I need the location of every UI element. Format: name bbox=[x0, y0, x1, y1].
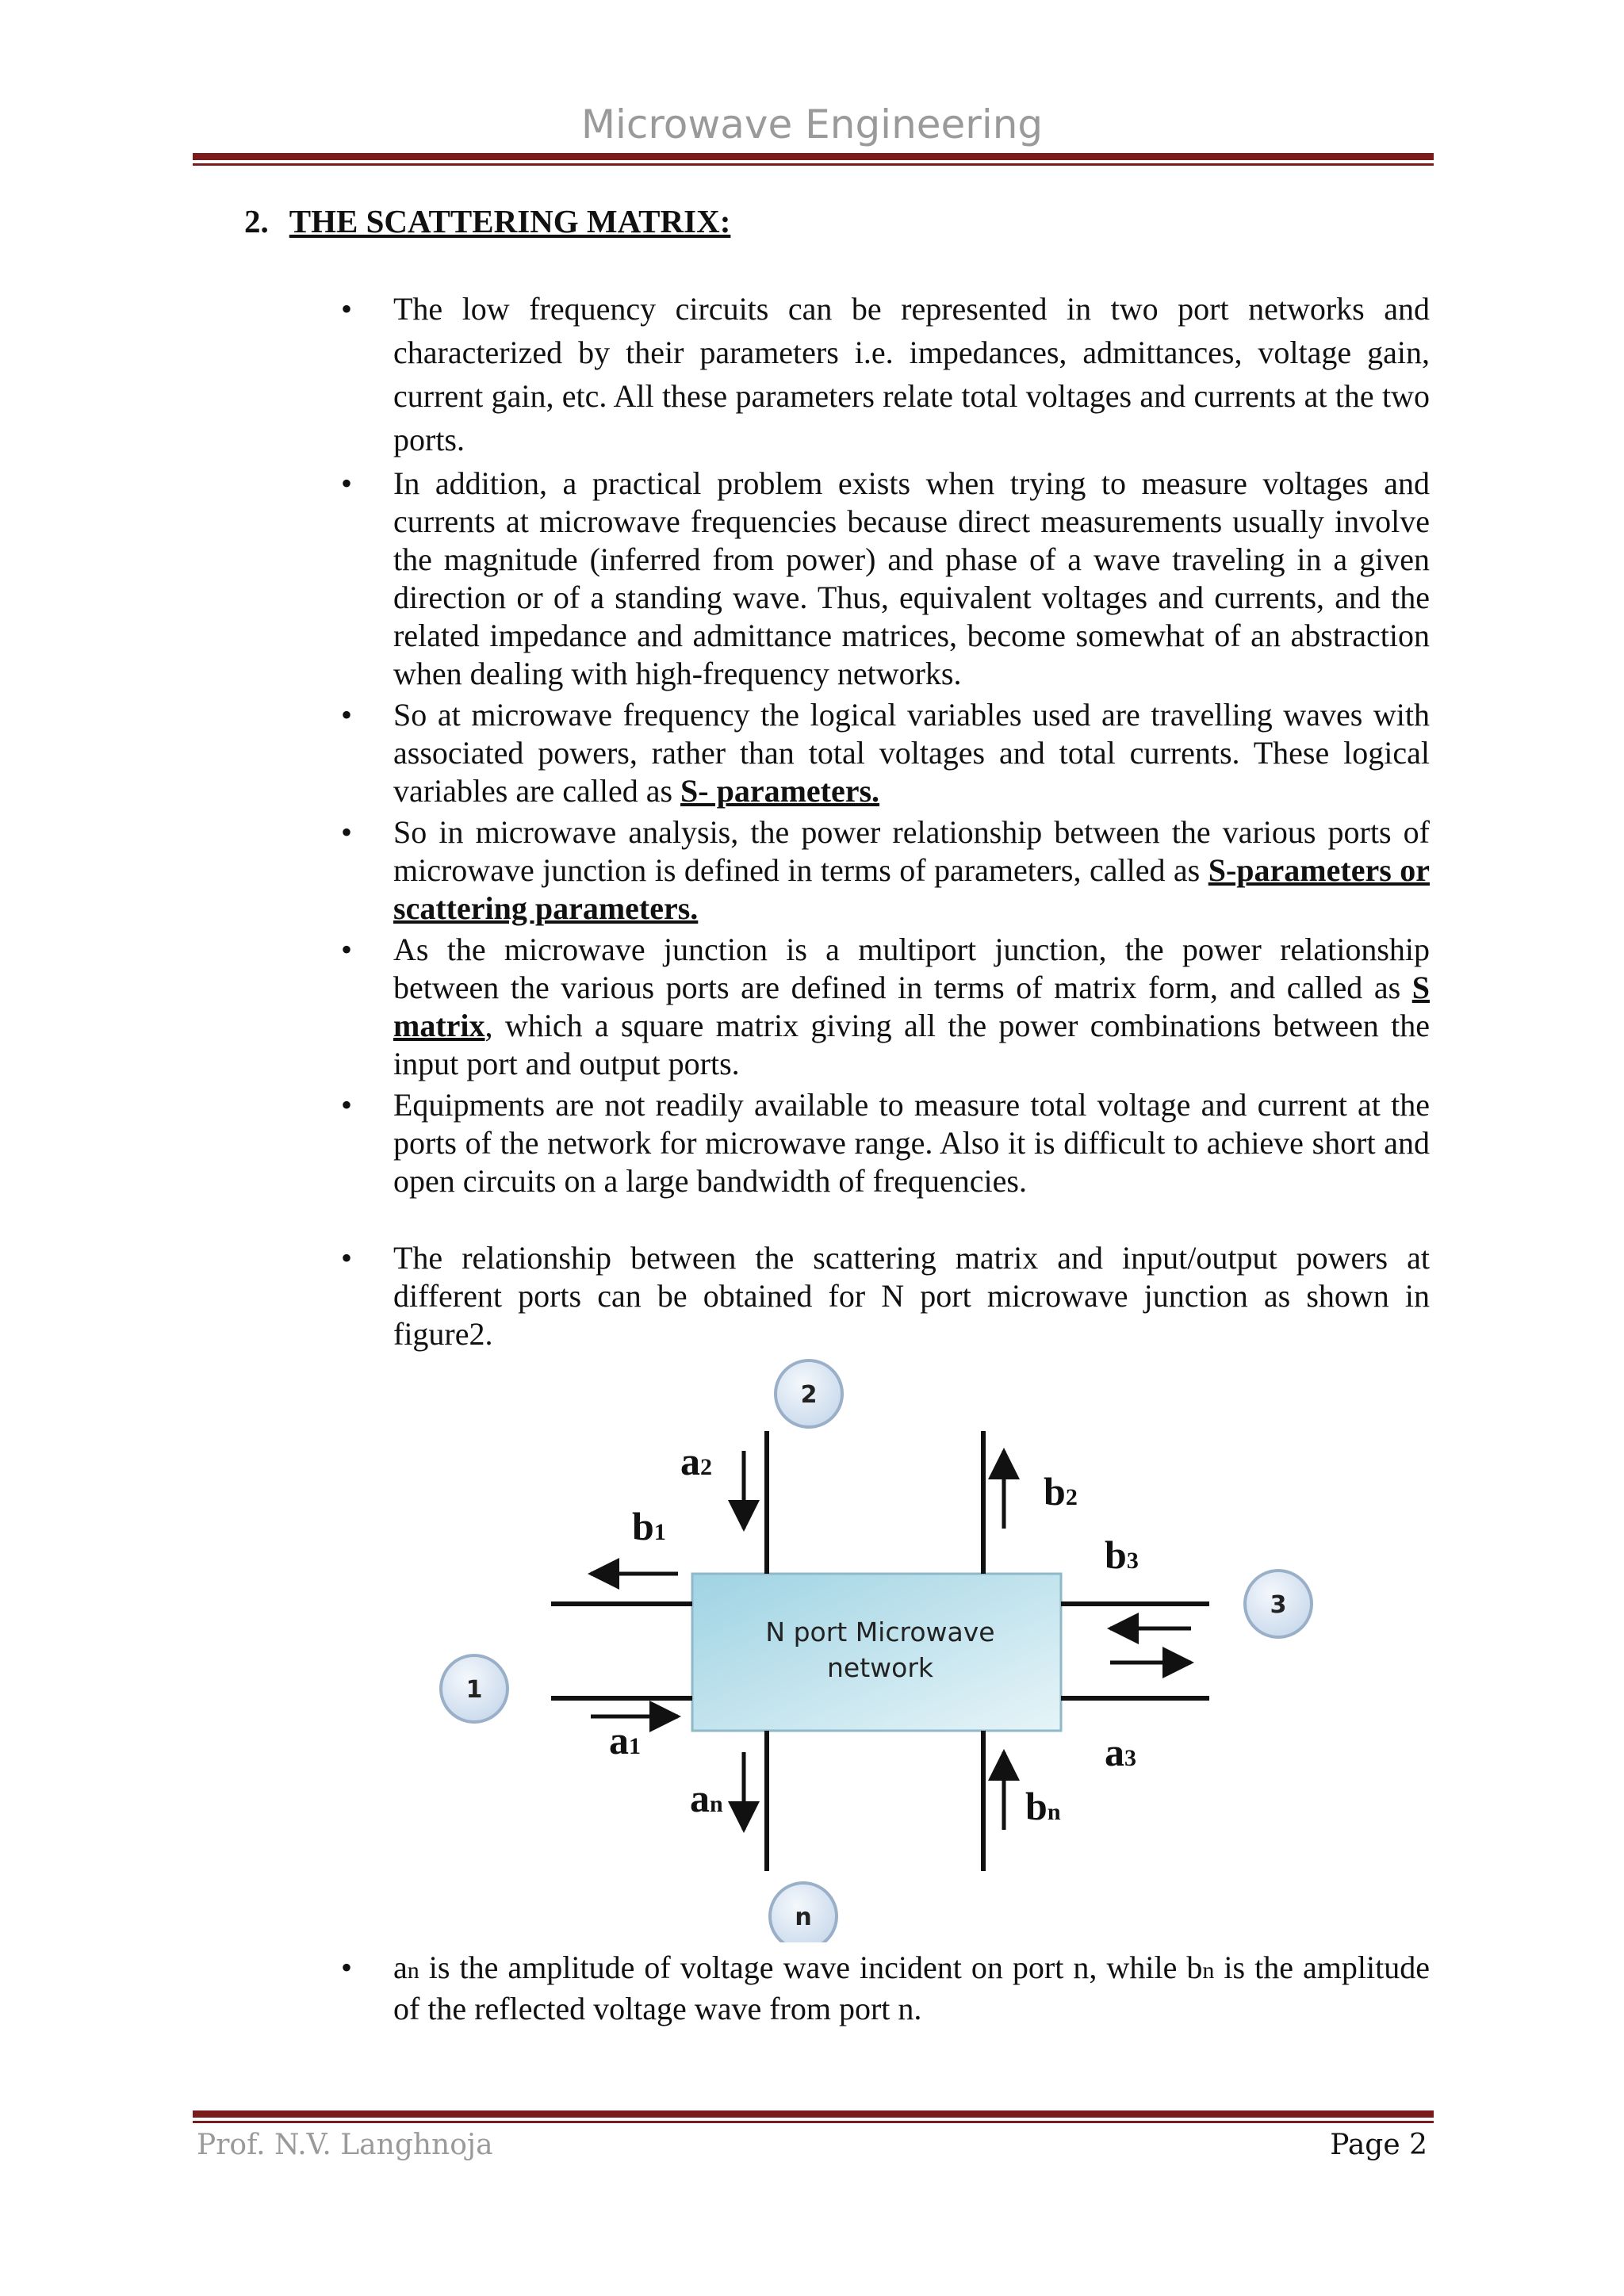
label-a3: a3 bbox=[1105, 1730, 1136, 1774]
port-circle-3 bbox=[1245, 1571, 1312, 1637]
svg-text:3: 3 bbox=[1270, 1591, 1287, 1619]
network-box-line2: network bbox=[826, 1652, 934, 1683]
bullet-amplitude-definition: • an is the amplitude of voltage wave incident on port n, while bn is the amplitude of the reflected voltage wave from port n. bbox=[341, 1949, 1430, 2028]
section-heading bbox=[244, 202, 730, 240]
svg-text:1: 1 bbox=[465, 1676, 483, 1704]
label-b1: b1 bbox=[632, 1504, 666, 1548]
port-circle-2 bbox=[776, 1360, 842, 1427]
network-box-line1: N port Microwave bbox=[765, 1617, 995, 1647]
section-number: 2. bbox=[244, 203, 269, 239]
bullet-list-top bbox=[341, 287, 1430, 1353]
s-matrix-term: S matrix bbox=[393, 970, 1430, 1043]
port-circle-1 bbox=[441, 1655, 508, 1722]
bullet-multiport-junction: • As the microwave junction is a multiport junction, the power relationship between the various ports are defined in terms of matrix form, and called as S matrix, which a square matrix giving all the power combinations between the input port and output ports. bbox=[341, 931, 1430, 1083]
port-circle-n bbox=[770, 1883, 837, 1942]
footer-page-number: Page 2 bbox=[1330, 2129, 1427, 2161]
bullet-equipments: • Equipments are not readily available to measure total voltage and current at the ports of the network for microwave range. Also it is difficult to achieve short and open circuits on a large bandwidth of frequencies. bbox=[341, 1086, 1430, 1200]
bullet-power-relationship: • So in microwave analysis, the power relationship between the various ports of microwave junction is defined in terms of parameters, called as S-parameters or scattering parameters. bbox=[341, 813, 1430, 928]
footer-rule bbox=[193, 2110, 1434, 2123]
svg-text:n: n bbox=[795, 1904, 812, 1931]
section-title: THE SCATTERING MATRIX: bbox=[289, 203, 731, 239]
label-b2: b2 bbox=[1044, 1469, 1078, 1513]
label-an: an bbox=[690, 1776, 723, 1820]
scattering-parameters-term: S-parameters or scattering parameters. bbox=[393, 852, 1430, 926]
svg-text:2: 2 bbox=[800, 1381, 818, 1409]
bullet-logical-variables: • So at microwave frequency the logical variables used are travelling waves with associated powers, rather than total voltages and total currents. These logical variables are called as S- parameters. bbox=[341, 696, 1430, 810]
label-b3: b3 bbox=[1105, 1533, 1139, 1577]
bullet-practical-problem: • In addition, a practical problem exists when trying to measure voltages and currents at microwave frequencies because direct measurements usually involve the magnitude (inferred from power) and phase of a wave traveling in a given direction or of a standing wave. Thus, equivalent voltages and currents, and the related impedance and admittance matrices, become somewhat of an abstraction when dealing with high-frequency networks. bbox=[341, 465, 1430, 693]
header-rule bbox=[193, 153, 1434, 166]
s-parameters-term: S- parameters. bbox=[680, 773, 880, 809]
bullet-low-frequency: • The low frequency circuits can be represented in two port networks and characterized by their parameters i.e. impedances, admittances, voltage gain, current gain, etc. All these parameters relate total voltages and currents at the two ports. bbox=[341, 287, 1430, 461]
label-bn: bn bbox=[1025, 1784, 1061, 1828]
bullet-list-bottom bbox=[341, 1949, 1430, 2028]
bullet-relationship-figure: • The relationship between the scattering matrix and input/output powers at different ports can be obtained for N port microwave junction as shown in figure2. bbox=[341, 1239, 1430, 1353]
footer-author: Prof. N.V. Langhnoja bbox=[197, 2129, 493, 2161]
n-port-network-diagram bbox=[428, 1356, 1332, 1942]
header-title: Microwave Engineering bbox=[580, 101, 1044, 147]
label-a2: a2 bbox=[680, 1439, 712, 1483]
label-a1: a1 bbox=[609, 1718, 641, 1762]
